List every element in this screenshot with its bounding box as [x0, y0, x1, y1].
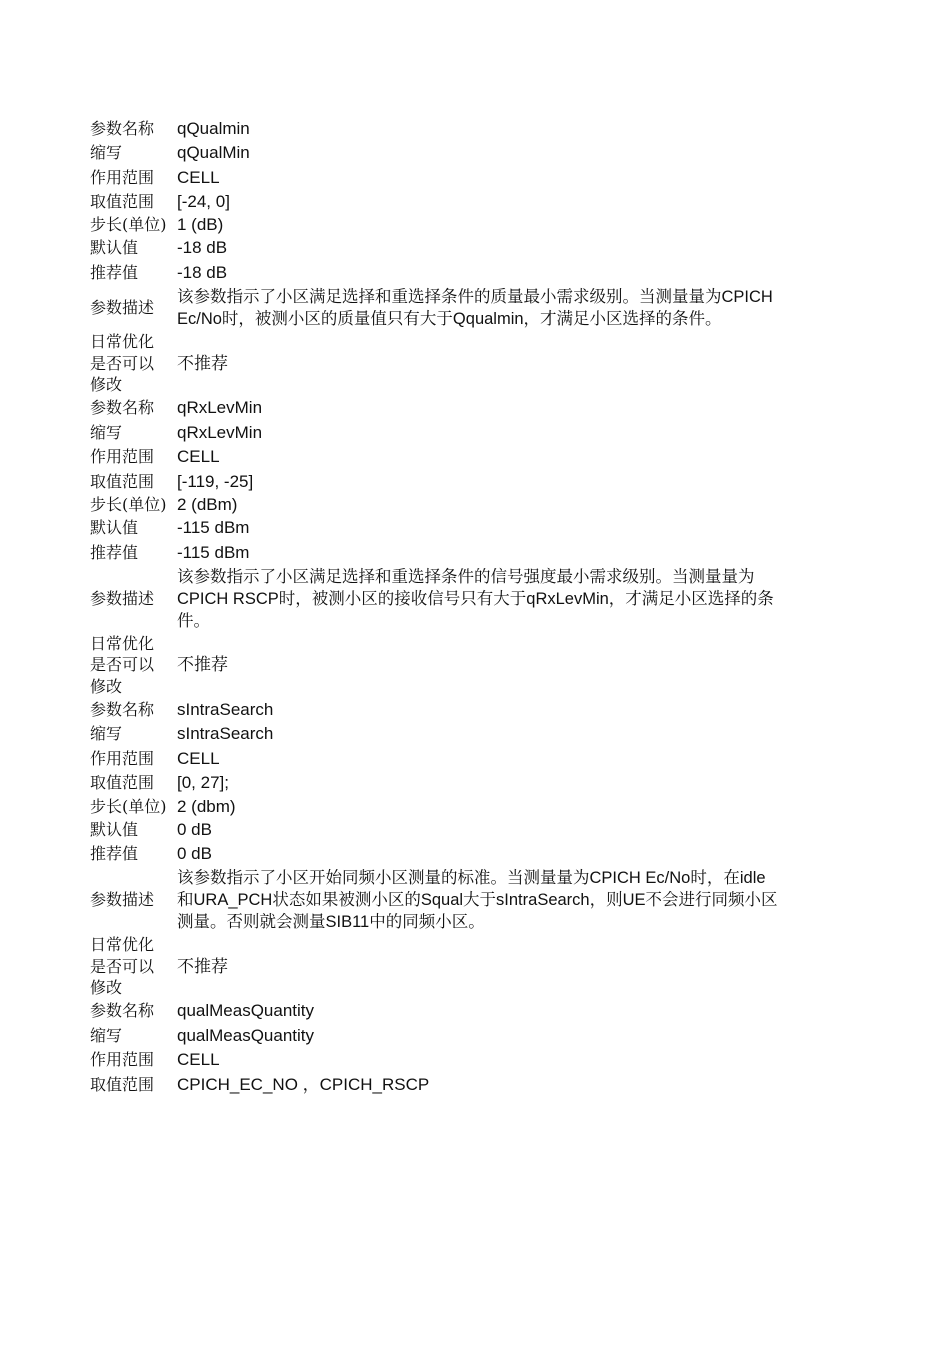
table-row	[90, 1048, 780, 1073]
table-row	[90, 771, 780, 796]
row-value: sIntraSearch	[177, 724, 274, 744]
description-text: 该参数指示了小区满足选择和重选择条件的质量最小需求级别。当测量量为CPICH Ec/No时，被测小区的质量值只有大于Qqualmin，才满足小区选择的条件。	[177, 288, 773, 329]
row-value: qQualmin	[177, 118, 250, 138]
row-label: 参数描述	[90, 890, 155, 910]
row-value: [-24, 0]	[177, 192, 230, 212]
table-row	[90, 866, 780, 934]
row-value: CELL	[177, 1050, 220, 1070]
row-value: 不推荐	[177, 353, 228, 373]
table-row	[90, 285, 780, 331]
row-value: qualMeasQuantity	[177, 1025, 315, 1045]
table-row	[90, 633, 780, 698]
row-label: 推荐值	[90, 844, 139, 864]
table-row	[90, 842, 780, 867]
table-row	[90, 260, 780, 285]
row-label: 缩写	[90, 1025, 123, 1045]
row-label: 默认值	[90, 517, 139, 537]
row-label: 默认值	[90, 819, 139, 839]
row-label: 参数描述	[90, 298, 155, 318]
table-row	[90, 540, 780, 565]
description-text: 该参数指示了小区开始同频小区测量的标准。当测量量为CPICH Ec/No时，在idle和URA_PCH状态如果被测小区的Squal大于sIntraSearch，则UE不会进行同频小区测量。否则就会测量SIB11中的同频小区。	[177, 869, 778, 932]
row-label: 作用范围	[90, 748, 155, 768]
row-value: 2 (dBm)	[177, 494, 238, 514]
row-value: 0 dB	[177, 819, 212, 839]
row-value: 不推荐	[177, 655, 228, 675]
row-value: CPICH_EC_NO ，CPICH_RSCP	[177, 1075, 430, 1095]
row-value: [0, 27];	[177, 773, 229, 793]
row-label: 参数名称	[90, 398, 155, 418]
row-label: 步长(单位)	[90, 215, 167, 235]
row-value: 0 dB	[177, 844, 212, 864]
table-row	[90, 697, 780, 722]
table-row	[90, 190, 780, 215]
table-row	[90, 236, 780, 261]
table-row	[90, 796, 780, 818]
row-label: 日常优化是否可以修改	[90, 633, 155, 696]
row-label: 取值范围	[90, 192, 155, 212]
table-row	[90, 420, 780, 445]
row-label: 作用范围	[90, 1050, 155, 1070]
row-label: 缩写	[90, 724, 123, 744]
row-label: 推荐值	[90, 542, 139, 562]
row-value: qQualMin	[177, 143, 250, 163]
row-value: qRxLevMin	[177, 422, 263, 442]
row-label: 日常优化是否可以修改	[90, 332, 155, 395]
row-label: 参数名称	[90, 118, 155, 138]
row-value: [-119, -25]	[177, 471, 254, 491]
row-label: 参数名称	[90, 1001, 155, 1021]
table-row	[90, 165, 780, 190]
row-value: -115 dBm	[177, 517, 250, 537]
parameter-table	[90, 116, 780, 1097]
table-row	[90, 999, 780, 1024]
row-value: 不推荐	[177, 956, 228, 976]
document-page	[90, 116, 790, 1097]
row-label: 参数名称	[90, 699, 155, 719]
table-row	[90, 141, 780, 166]
row-value: sIntraSearch	[177, 699, 274, 719]
row-label: 取值范围	[90, 1075, 155, 1095]
table-row	[90, 817, 780, 842]
table-row	[90, 746, 780, 771]
row-label: 缩写	[90, 422, 123, 442]
row-value: CELL	[177, 748, 220, 768]
row-value: qRxLevMin	[177, 398, 263, 418]
row-value: qualMeasQuantity	[177, 1001, 315, 1021]
table-row	[90, 934, 780, 999]
row-label: 作用范围	[90, 167, 155, 187]
row-label: 步长(单位)	[90, 494, 167, 514]
row-value: CELL	[177, 167, 220, 187]
table-row	[90, 1072, 780, 1097]
row-label: 日常优化是否可以修改	[90, 935, 155, 998]
row-label: 缩写	[90, 143, 123, 163]
row-value: 1 (dB)	[177, 215, 224, 235]
row-value: -18 dB	[177, 238, 228, 258]
row-value: 2 (dbm)	[177, 796, 236, 816]
table-row	[90, 722, 780, 747]
row-label: 默认值	[90, 238, 139, 258]
table-row	[90, 565, 780, 633]
row-label: 步长(单位)	[90, 796, 167, 816]
row-value: -115 dBm	[177, 542, 250, 562]
table-row	[90, 116, 780, 141]
table-row	[90, 494, 780, 516]
row-label: 作用范围	[90, 447, 155, 467]
row-value: -18 dB	[177, 263, 228, 283]
row-label: 取值范围	[90, 773, 155, 793]
table-row	[90, 396, 780, 421]
table-row	[90, 515, 780, 540]
description-text: 该参数指示了小区满足选择和重选择条件的信号强度最小需求级别。当测量量为CPICH RSCP时，被测小区的接收信号只有大于qRxLevMin，才满足小区选择的条件。	[177, 567, 774, 630]
table-row	[90, 469, 780, 494]
table-row	[90, 1023, 780, 1048]
row-label: 取值范围	[90, 471, 155, 491]
row-value: CELL	[177, 447, 220, 467]
table-row	[90, 214, 780, 236]
table-row	[90, 445, 780, 470]
row-label: 参数描述	[90, 588, 155, 608]
table-row	[90, 331, 780, 396]
row-label: 推荐值	[90, 263, 139, 283]
